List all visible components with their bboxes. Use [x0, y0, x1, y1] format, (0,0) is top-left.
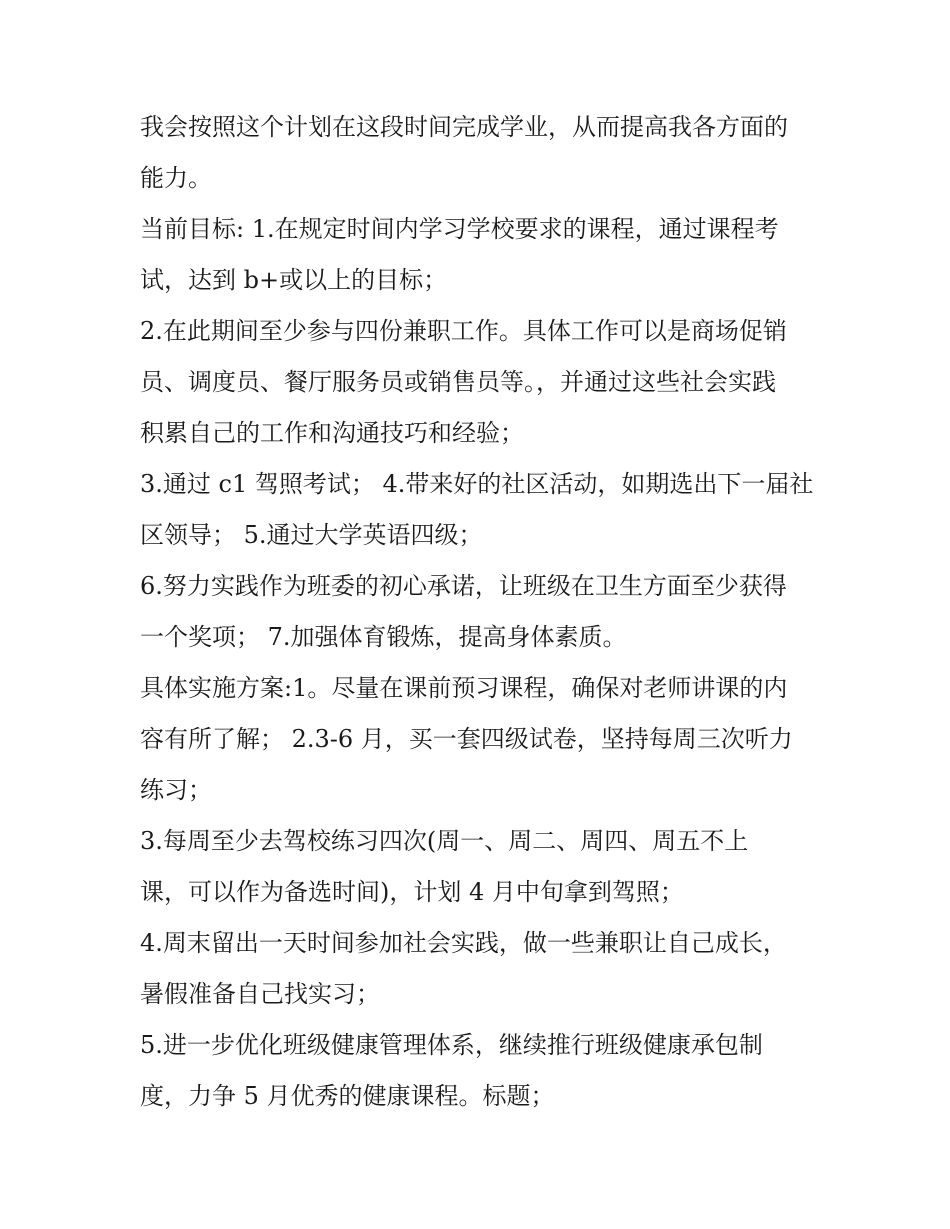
text-line: 暑假准备自己找实习；	[140, 980, 380, 1008]
text-line: 课，可以作为备选时间)，计划 4 月中旬拿到驾照；	[140, 878, 684, 906]
document-body	[140, 102, 820, 1122]
text-line: 4.周末留出一天时间参加社会实践，做一些兼职让自己成长，	[140, 929, 787, 957]
text-line: 我会按照这个计划在这段时间完成学业，从而提高我各方面的	[140, 113, 788, 141]
text-line: 当前目标: 1.在规定时间内学习学校要求的课程，通过课程考	[140, 215, 779, 243]
text-line: 容有所了解； 2.3-6 月，买一套四级试卷，坚持每周三次听力	[140, 725, 793, 753]
text-line: 5.进一步优化班级健康管理体系，继续推行班级健康承包制	[140, 1031, 763, 1059]
text-line: 具体实施方案:1。尽量在课前预习课程，确保对老师讲课的内	[140, 674, 788, 702]
text-line: 2.在此期间至少参与四份兼职工作。具体工作可以是商场促销	[140, 317, 787, 345]
text-line: 积累自己的工作和沟通技巧和经验；	[140, 419, 524, 447]
text-line: 练习；	[140, 776, 212, 804]
text-line: 3.每周至少去驾校练习四次(周一、周二、周四、周五不上	[140, 827, 749, 855]
text-line: 3.通过 c1 驾照考试； 4.带来好的社区活动，如期选出下一届社	[140, 470, 814, 498]
text-line: 度，力争 5 月优秀的健康课程。标题；	[140, 1082, 555, 1110]
text-line: 员、调度员、餐厅服务员或销售员等。，并通过这些社会实践	[140, 368, 776, 396]
text-line: 区领导； 5.通过大学英语四级；	[140, 521, 483, 549]
text-line: 6.努力实践作为班委的初心承诺，让班级在卫生方面至少获得	[140, 572, 787, 600]
text-line: 试，达到 b+或以上的目标；	[140, 266, 448, 294]
text-line: 一个奖项； 7.加强体育锻炼，提高身体素质。	[140, 623, 627, 651]
text-line: 能力。	[140, 164, 212, 192]
